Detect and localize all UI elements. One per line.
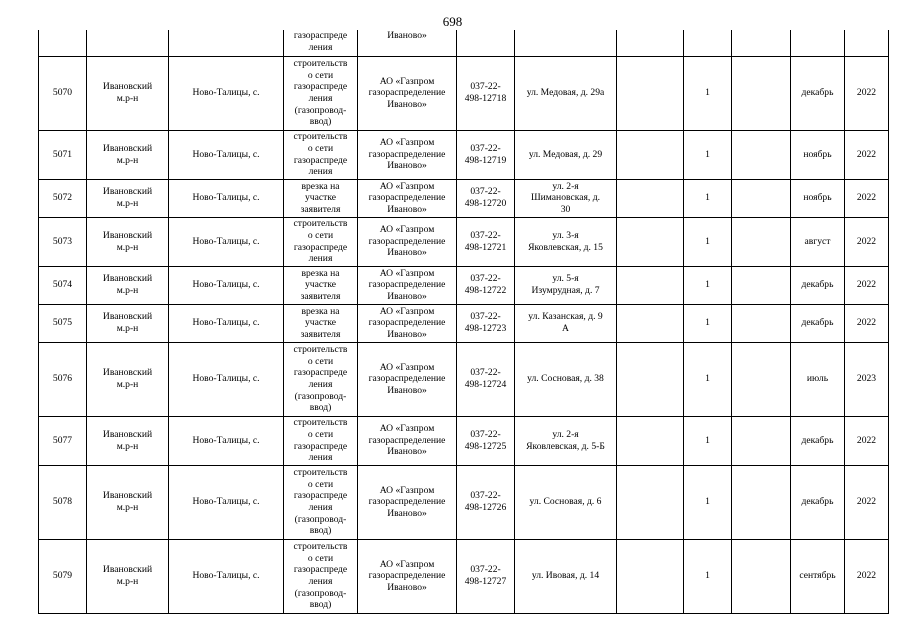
cell-empty bbox=[732, 416, 791, 465]
cell-locality bbox=[169, 30, 284, 56]
cell-organization: АО «Газпром газораспределение Иваново» bbox=[358, 342, 457, 416]
cell-empty bbox=[617, 304, 684, 342]
cell-district: Ивановский м.р-н bbox=[87, 217, 169, 266]
cell-count: 1 bbox=[684, 217, 732, 266]
table-row bbox=[39, 539, 889, 613]
cell-empty bbox=[732, 217, 791, 266]
cell-description: строительств о сети газораспреде ления (газопровод- ввод) bbox=[284, 56, 358, 130]
table-row bbox=[39, 416, 889, 465]
cell-district: Ивановский м.р-н bbox=[87, 465, 169, 539]
cell-empty bbox=[732, 342, 791, 416]
cell-description: врезка на участке заявителя bbox=[284, 179, 358, 217]
cell-doc-number: 037-22- 498-12722 bbox=[457, 266, 515, 304]
cell-locality: Ново-Талицы, с. bbox=[169, 539, 284, 613]
cell-address: ул. 5-я Изумрудная, д. 7 bbox=[515, 266, 617, 304]
cell-description: врезка на участке заявителя bbox=[284, 266, 358, 304]
cell-empty bbox=[617, 130, 684, 179]
cell-district: Ивановский м.р-н bbox=[87, 130, 169, 179]
cell-locality: Ново-Талицы, с. bbox=[169, 130, 284, 179]
cell-empty bbox=[617, 416, 684, 465]
cell-empty bbox=[617, 539, 684, 613]
cell-organization: АО «Газпром газораспределение Иваново» bbox=[358, 266, 457, 304]
cell-organization: АО «Газпром газораспределение Иваново» bbox=[358, 56, 457, 130]
cell-month: декабрь bbox=[791, 465, 845, 539]
cell-description: врезка на участке заявителя bbox=[284, 304, 358, 342]
cell-empty bbox=[617, 56, 684, 130]
cell-empty bbox=[617, 30, 684, 56]
cell-count: 1 bbox=[684, 130, 732, 179]
cell-doc-number: 037-22- 498-12721 bbox=[457, 217, 515, 266]
cell-organization: АО «Газпром газораспределение Иваново» bbox=[358, 416, 457, 465]
cell-address: ул. Медовая, д. 29 bbox=[515, 130, 617, 179]
page-number: 698 bbox=[442, 14, 463, 29]
cell-year: 2022 bbox=[845, 304, 889, 342]
cell-doc-number: 037-22- 498-12724 bbox=[457, 342, 515, 416]
cell-district bbox=[87, 30, 169, 56]
cell-locality: Ново-Талицы, с. bbox=[169, 416, 284, 465]
cell-description: строительств о сети газораспреде ления bbox=[284, 416, 358, 465]
cell-locality: Ново-Талицы, с. bbox=[169, 266, 284, 304]
cell-doc-number: 037-22- 498-12719 bbox=[457, 130, 515, 179]
cell-id: 5072 bbox=[39, 179, 87, 217]
cell-locality: Ново-Талицы, с. bbox=[169, 217, 284, 266]
cell-year: 2022 bbox=[845, 130, 889, 179]
cell-organization: АО «Газпром газораспределение Иваново» bbox=[358, 130, 457, 179]
cell-organization: Иваново» bbox=[358, 30, 457, 56]
cell-doc-number: 037-22- 498-12723 bbox=[457, 304, 515, 342]
cell-count bbox=[684, 30, 732, 56]
cell-empty bbox=[617, 465, 684, 539]
cell-district: Ивановский м.р-н bbox=[87, 539, 169, 613]
cell-doc-number bbox=[457, 30, 515, 56]
cell-empty bbox=[732, 539, 791, 613]
table-row-continued bbox=[39, 30, 889, 56]
cell-month: декабрь bbox=[791, 416, 845, 465]
cell-address: ул. 3-я Яковлевская, д. 15 bbox=[515, 217, 617, 266]
cell-month: ноябрь bbox=[791, 130, 845, 179]
cell-count: 1 bbox=[684, 266, 732, 304]
cell-locality: Ново-Талицы, с. bbox=[169, 342, 284, 416]
cell-empty bbox=[617, 266, 684, 304]
cell-month: декабрь bbox=[791, 266, 845, 304]
table-row bbox=[39, 465, 889, 539]
cell-id: 5079 bbox=[39, 539, 87, 613]
cell-district: Ивановский м.р-н bbox=[87, 266, 169, 304]
cell-year: 2022 bbox=[845, 416, 889, 465]
cell-month: август bbox=[791, 217, 845, 266]
cell-id: 5070 bbox=[39, 56, 87, 130]
cell-id: 5077 bbox=[39, 416, 87, 465]
table-row bbox=[39, 342, 889, 416]
cell-id: 5073 bbox=[39, 217, 87, 266]
cell-count: 1 bbox=[684, 416, 732, 465]
table-row bbox=[39, 56, 889, 130]
cell-doc-number: 037-22- 498-12725 bbox=[457, 416, 515, 465]
cell-month: декабрь bbox=[791, 304, 845, 342]
cell-empty bbox=[617, 179, 684, 217]
cell-description: строительств о сети газораспреде ления (газопровод- ввод) bbox=[284, 465, 358, 539]
cell-district: Ивановский м.р-н bbox=[87, 416, 169, 465]
cell-doc-number: 037-22- 498-12726 bbox=[457, 465, 515, 539]
cell-id: 5071 bbox=[39, 130, 87, 179]
cell-month: сентябрь bbox=[791, 539, 845, 613]
cell-address bbox=[515, 30, 617, 56]
cell-empty bbox=[617, 217, 684, 266]
cell-empty bbox=[617, 342, 684, 416]
cell-year: 2022 bbox=[845, 56, 889, 130]
cell-empty bbox=[732, 30, 791, 56]
cell-month: ноябрь bbox=[791, 179, 845, 217]
cell-id bbox=[39, 30, 87, 56]
cell-district: Ивановский м.р-н bbox=[87, 304, 169, 342]
cell-year bbox=[845, 30, 889, 56]
table-row bbox=[39, 217, 889, 266]
cell-month: декабрь bbox=[791, 56, 845, 130]
cell-address: ул. Сосновая, д. 38 bbox=[515, 342, 617, 416]
cell-count: 1 bbox=[684, 304, 732, 342]
cell-empty bbox=[732, 130, 791, 179]
table-row bbox=[39, 304, 889, 342]
cell-count: 1 bbox=[684, 342, 732, 416]
registry-table bbox=[38, 30, 889, 614]
table-row bbox=[39, 266, 889, 304]
cell-description: строительств о сети газораспреде ления (газопровод- ввод) bbox=[284, 539, 358, 613]
cell-organization: АО «Газпром газораспределение Иваново» bbox=[358, 465, 457, 539]
cell-description: газораспреде ления bbox=[284, 30, 358, 56]
cell-address: ул. 2-я Яковлевская, д. 5-Б bbox=[515, 416, 617, 465]
cell-address: ул. Сосновая, д. 6 bbox=[515, 465, 617, 539]
cell-district: Ивановский м.р-н bbox=[87, 56, 169, 130]
cell-organization: АО «Газпром газораспределение Иваново» bbox=[358, 304, 457, 342]
cell-year: 2023 bbox=[845, 342, 889, 416]
cell-locality: Ново-Талицы, с. bbox=[169, 179, 284, 217]
cell-organization: АО «Газпром газораспределение Иваново» bbox=[358, 179, 457, 217]
cell-count: 1 bbox=[684, 56, 732, 130]
cell-description: строительств о сети газораспреде ления bbox=[284, 130, 358, 179]
cell-count: 1 bbox=[684, 465, 732, 539]
cell-year: 2022 bbox=[845, 539, 889, 613]
cell-locality: Ново-Талицы, с. bbox=[169, 56, 284, 130]
cell-district: Ивановский м.р-н bbox=[87, 179, 169, 217]
cell-id: 5076 bbox=[39, 342, 87, 416]
cell-empty bbox=[732, 56, 791, 130]
cell-empty bbox=[732, 266, 791, 304]
table-row bbox=[39, 179, 889, 217]
cell-count: 1 bbox=[684, 179, 732, 217]
cell-address: ул. Медовая, д. 29а bbox=[515, 56, 617, 130]
cell-doc-number: 037-22- 498-12727 bbox=[457, 539, 515, 613]
cell-empty bbox=[732, 179, 791, 217]
cell-year: 2022 bbox=[845, 217, 889, 266]
cell-description: строительств о сети газораспреде ления (газопровод- ввод) bbox=[284, 342, 358, 416]
cell-empty bbox=[732, 465, 791, 539]
cell-month: июль bbox=[791, 342, 845, 416]
cell-description: строительств о сети газораспреде ления bbox=[284, 217, 358, 266]
cell-address: ул. Ивовая, д. 14 bbox=[515, 539, 617, 613]
cell-count: 1 bbox=[684, 539, 732, 613]
cell-address: ул. 2-я Шимановская, д. 30 bbox=[515, 179, 617, 217]
cell-id: 5074 bbox=[39, 266, 87, 304]
cell-empty bbox=[732, 304, 791, 342]
cell-doc-number: 037-22- 498-12718 bbox=[457, 56, 515, 130]
cell-doc-number: 037-22- 498-12720 bbox=[457, 179, 515, 217]
cell-year: 2022 bbox=[845, 465, 889, 539]
cell-id: 5075 bbox=[39, 304, 87, 342]
cell-organization: АО «Газпром газораспределение Иваново» bbox=[358, 217, 457, 266]
cell-year: 2022 bbox=[845, 266, 889, 304]
cell-year: 2022 bbox=[845, 179, 889, 217]
cell-locality: Ново-Талицы, с. bbox=[169, 465, 284, 539]
cell-id: 5078 bbox=[39, 465, 87, 539]
cell-address: ул. Казанская, д. 9 А bbox=[515, 304, 617, 342]
cell-month bbox=[791, 30, 845, 56]
cell-district: Ивановский м.р-н bbox=[87, 342, 169, 416]
table-row bbox=[39, 130, 889, 179]
cell-locality: Ново-Талицы, с. bbox=[169, 304, 284, 342]
cell-organization: АО «Газпром газораспределение Иваново» bbox=[358, 539, 457, 613]
